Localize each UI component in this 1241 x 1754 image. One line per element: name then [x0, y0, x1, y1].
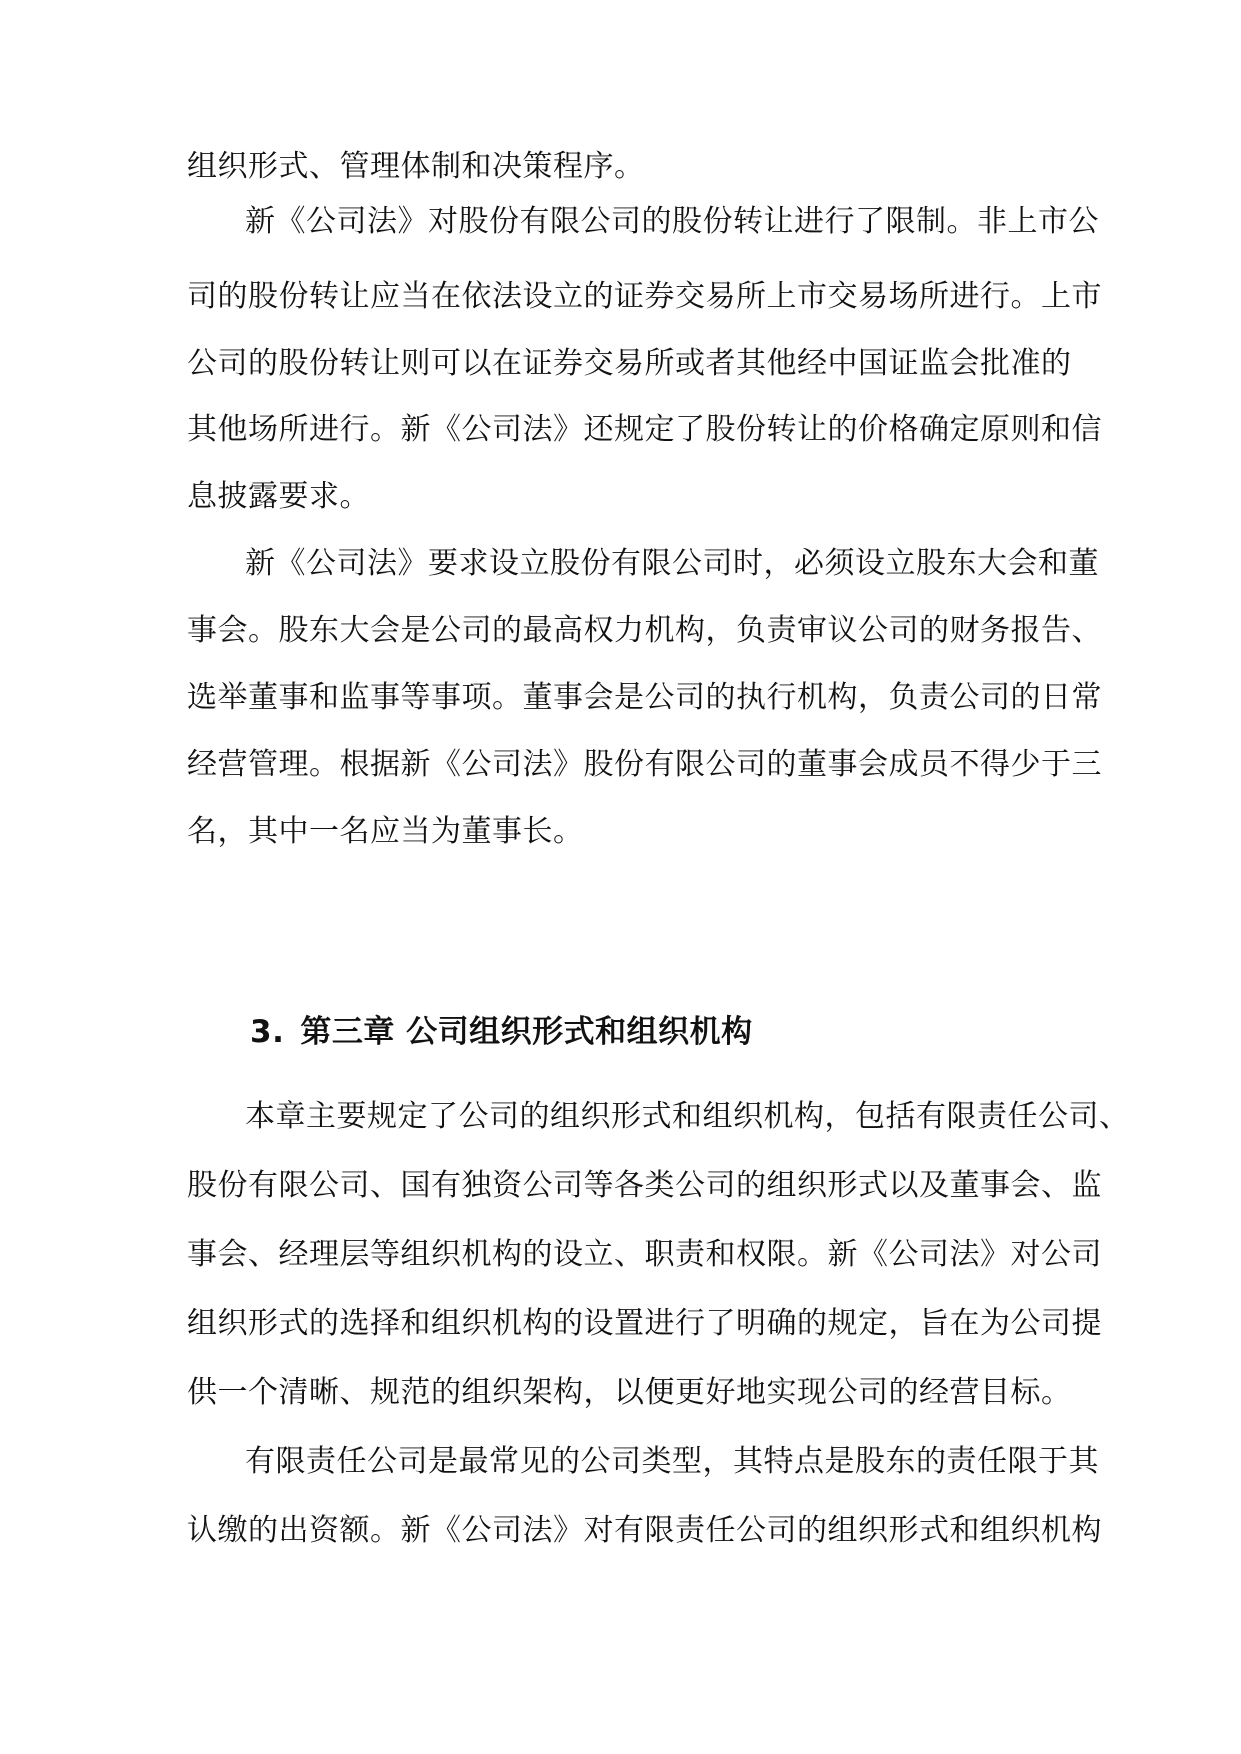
paragraph-line: 组织形式、管理体制和决策程序。: [187, 149, 645, 184]
paragraph-line: 认缴的出资额。新《公司法》对有限责任公司的组织形式和组织机构: [187, 1513, 1102, 1548]
paragraph-line: 名，其中一名应当为董事长。: [187, 814, 584, 849]
paragraph-line: 息披露要求。: [187, 479, 370, 514]
paragraph-line: 事会。股东大会是公司的最高权力机构，负责审议公司的财务报告、: [187, 613, 1102, 648]
paragraph-line: 事会、经理层等组织机构的设立、职责和权限。新《公司法》对公司: [187, 1237, 1102, 1272]
section-number: 3.: [250, 1014, 285, 1050]
paragraph-line: 司的股份转让应当在依法设立的证券交易所上市交易场所进行。上市: [187, 279, 1102, 314]
paragraph-line: 组织形式的选择和组织机构的设置进行了明确的规定，旨在为公司提: [187, 1306, 1102, 1341]
paragraph-line: 其他场所进行。新《公司法》还规定了股份转让的价格确定原则和信: [187, 412, 1102, 447]
paragraph-line: 新《公司法》要求设立股份有限公司时，必须设立股东大会和董: [245, 546, 1099, 581]
paragraph-line: 公司的股份转让则可以在证券交易所或者其他经中国证监会批准的: [187, 346, 1072, 381]
paragraph-line: 股份有限公司、国有独资公司等各类公司的组织形式以及董事会、监: [187, 1168, 1102, 1203]
paragraph-line: 供一个清晰、规范的组织架构，以便更好地实现公司的经营目标。: [187, 1375, 1072, 1410]
paragraph-line: 选举董事和监事等事项。董事会是公司的执行机构，负责公司的日常: [187, 680, 1102, 715]
paragraph-line: 本章主要规定了公司的组织形式和组织机构，包括有限责任公司、: [245, 1099, 1130, 1134]
paragraph-line: 有限责任公司是最常见的公司类型，其特点是股东的责任限于其: [245, 1444, 1099, 1479]
paragraph-line: 经营管理。根据新《公司法》股份有限公司的董事会成员不得少于三: [187, 747, 1102, 782]
section-heading: [250, 1012, 753, 1052]
paragraph-line: 新《公司法》对股份有限公司的股份转让进行了限制。非上市公: [245, 204, 1099, 239]
section-title: 第三章 公司组织形式和组织机构: [300, 1014, 753, 1050]
